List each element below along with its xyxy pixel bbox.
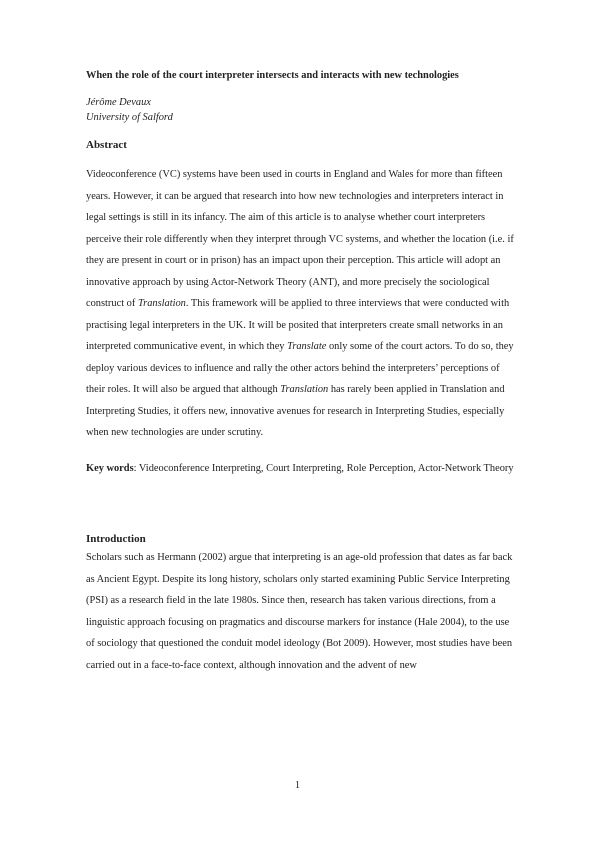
introduction-paragraph: Scholars such as Hermann (2002) argue that interpreting is an age-old profession that dates as far back as Ancient Egypt. Despite its long history, scholars only started examining Public Service Interpreting (PSI) as a research field in the late 1980s. Since then, research has taken various directions, from a linguistic approach focusing on pragmatics and discourse markers for instance (Hale 2004), to the use of sociology that questioned the conduit model ideology (Bot 2009). However, most studies have been carried out in a face-to-face context, although innovation and the advent of new [86, 552, 513, 671]
abstract-paragraph [86, 164, 516, 444]
abstract-text-1: Videoconference (VC) systems have been used in courts in England and Wales for more than fifteen years. However, it can be argued that research into how new technologies and interpreters interact in legal settings is still in its infancy. The aim of this article is to analyse whether court interpreters perceive their role differently when they interpret through VC systems, and whether the location (i.e. if they are present in court or in prison) has an impact upon their perception. This article will adopt an innovative approach by using Actor-Network Theory (ANT), and more precisely the sociological construct of [86, 169, 514, 309]
abstract-emphasis-3: Translation [280, 384, 329, 395]
keywords-text: : Videoconference Interpreting, Court Interpreting, Role Perception, Actor-Network Theory [133, 462, 514, 474]
abstract-text-2: . This framework will be applied to three interviews that were conducted with practising legal interpreters in the UK. It will be posited that interpreters create small networks in an interpreted communicative event, in which they [86, 298, 510, 352]
paper-title: When the role of the court interpreter intersects and interacts with new technologies [86, 70, 459, 81]
abstract-emphasis-2: Translate [287, 341, 327, 352]
author-name: Jérôme Devaux [86, 97, 151, 108]
keywords-paragraph [86, 458, 516, 480]
abstract-text-3: only some of the court actors. To do so, they deploy various devices to influence and rally the other actors behind the interpreters’ perceptions of their roles. It will also be argued that although [86, 341, 514, 395]
introduction-heading: Introduction [86, 533, 146, 545]
page-number: 1 [294, 780, 301, 791]
author-affiliation: University of Salford [86, 112, 173, 123]
keywords-label: Key words [86, 462, 134, 474]
abstract-heading: Abstract [86, 139, 127, 151]
abstract-text-4: has rarely been applied in Translation and Interpreting Studies, it offers new, innovative avenues for research in Interpreting Studies, especially when new technologies are under scrutiny. [86, 384, 505, 438]
author-block [86, 95, 516, 125]
page-content [86, 68, 516, 676]
abstract-emphasis-1: Translation [137, 298, 186, 309]
